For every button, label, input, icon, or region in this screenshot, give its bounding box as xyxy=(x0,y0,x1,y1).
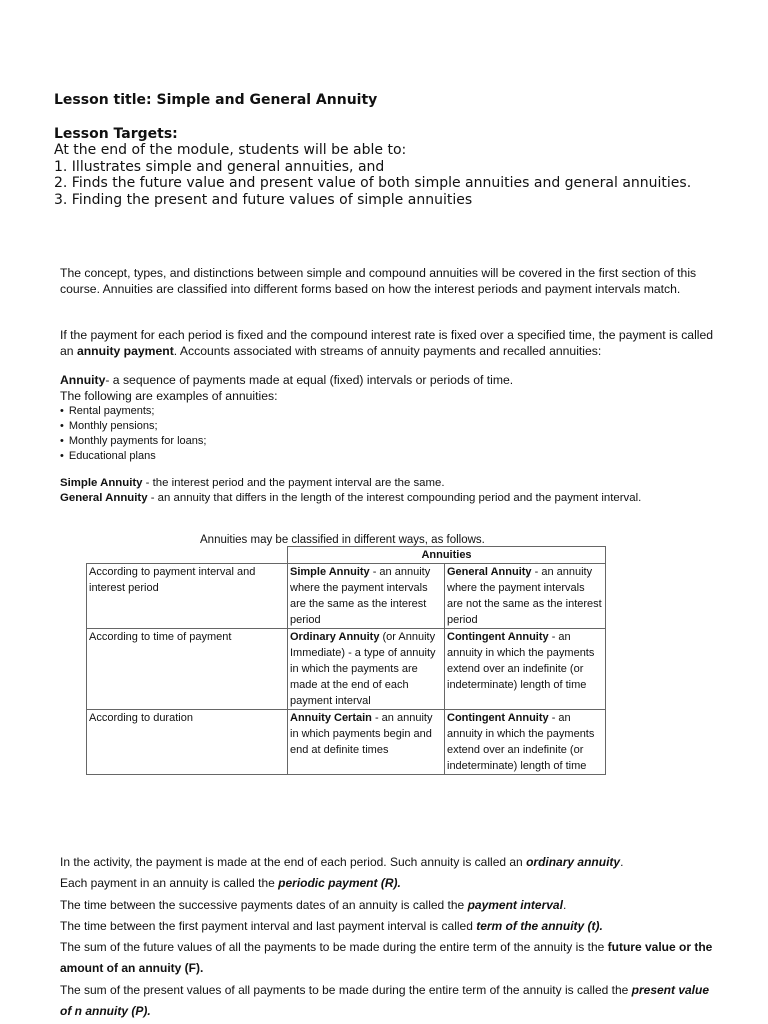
line-text: The time between the successive payments dates of an annuity is called the xyxy=(60,897,468,912)
lesson-target-3: 3. Finding the present and future values of simple annuities xyxy=(54,191,473,208)
table-row xyxy=(87,629,606,710)
list-item: • Rental payments; xyxy=(60,404,716,419)
term-of-annuity-term: term of the annuity (t). xyxy=(476,918,603,933)
annuity-classification-table xyxy=(86,546,606,775)
annuity-definition-text: - a sequence of payments made at equal (fixed) intervals or periods of time. xyxy=(105,373,514,387)
line-text: Each payment in an annuity is called the xyxy=(60,876,279,891)
simple-annuity-term: Simple Annuity xyxy=(60,477,143,489)
line-text: . xyxy=(620,855,624,869)
list-item: • Monthly payments for loans; xyxy=(60,434,716,449)
annuity-types xyxy=(60,476,716,506)
intro-paragraph-1 xyxy=(60,266,716,297)
cell-term: Annuity Certain xyxy=(290,712,372,724)
general-annuity-term: General Annuity xyxy=(60,492,148,504)
periodic-payment-line xyxy=(60,873,720,894)
line-text: The sum of the future values of all the payments to be made during the entire term of the annuity is the xyxy=(60,940,608,955)
table-caption: Annuities may be classified in different ways, as follows. xyxy=(200,534,485,546)
present-value-term: present value of n annuity (P). xyxy=(60,982,710,1019)
table-row xyxy=(87,564,606,629)
ordinary-annuity-line xyxy=(60,852,720,873)
annuity-definition-line xyxy=(60,373,716,389)
cell-def: - an annuity where the payment intervals are the same as the interest period xyxy=(290,566,431,626)
table-cell xyxy=(445,629,606,710)
annuity-payment-term: annuity payment xyxy=(76,343,174,358)
intro-text-2 xyxy=(60,328,716,359)
payment-interval-term: payment interval xyxy=(467,897,563,912)
table-header-annuities: Annuities xyxy=(288,547,606,564)
intro-paragraph-2 xyxy=(60,328,716,359)
simple-annuity-def: - the interest period and the payment interval are the same. xyxy=(142,477,445,489)
annuity-definition xyxy=(60,373,716,464)
table-cell xyxy=(288,564,445,629)
lesson-title: Lesson title: Simple and General Annuity xyxy=(54,92,378,108)
annuity-term: Annuity xyxy=(60,373,106,387)
present-value-line xyxy=(60,980,720,1023)
cell-def: (or Annuity Immediate) - a type of annuity in which the payments are made at the end of each payment interval xyxy=(290,631,436,707)
intro-text-1: The concept, types, and distinctions between simple and compound annuities will be covered in the first section of this course. Annuities are classified into different forms based on how the interest periods and payment intervals match. xyxy=(60,266,697,296)
lesson-targets-intro: At the end of the module, students will be able to: xyxy=(54,142,407,158)
table-cell-criterion: According to payment interval and interest period xyxy=(87,564,288,629)
ordinary-annuity-term: ordinary annuity xyxy=(526,855,621,869)
cell-term: Ordinary Annuity xyxy=(290,631,380,643)
future-value-term: future value or the amount of an annuity (F). xyxy=(60,940,713,976)
intro-text-2-pre: If the payment for each period is fixed and the compound interest rate is fixed over a specified time, the payment is called an xyxy=(60,328,714,358)
line-text: . xyxy=(562,897,567,912)
table-cell-criterion: According to duration xyxy=(87,710,288,775)
term-of-annuity-line xyxy=(60,916,720,937)
examples-list xyxy=(60,404,716,464)
lesson-target-2: 2. Finds the future value and present value of both simple annuities and general annuities. xyxy=(54,175,692,191)
table-cell xyxy=(288,629,445,710)
table-header-row xyxy=(87,547,606,564)
table-cell-criterion: According to time of payment xyxy=(87,629,288,710)
cell-def: - an annuity in which the payments extend over an indefinite (or indeterminate) length of time xyxy=(447,712,595,772)
annuity-terms-section xyxy=(60,852,720,1022)
cell-term: Simple Annuity xyxy=(290,566,370,578)
general-annuity-line xyxy=(60,491,716,506)
table-cell xyxy=(445,710,606,775)
line-text: In the activity, the payment is made at the end of each period. Such annuity is called an xyxy=(60,855,527,869)
cell-term: Contingent Annuity xyxy=(447,631,549,643)
cell-def: - an annuity in which payments begin and end at definite times xyxy=(290,712,433,756)
general-annuity-def: - an annuity that differs in the length of the interest compounding period and the payment interval. xyxy=(147,492,642,504)
line-text: The time between the first payment interval and last payment interval is called xyxy=(60,918,477,933)
cell-def: - an annuity in which the payments extend over an indefinite (or indeterminate) length of time xyxy=(447,631,595,691)
line-text: The sum of the present values of all payments to be made during the entire term of the annuity is called the xyxy=(60,982,632,997)
table-corner xyxy=(87,547,288,564)
lesson-target-1: 1. Illustrates simple and general annuities, and xyxy=(54,158,385,175)
table-cell xyxy=(445,564,606,629)
lesson-targets-heading: Lesson Targets: xyxy=(54,125,178,142)
list-item: • Monthly pensions; xyxy=(60,419,716,434)
intro-text-2-post: . Accounts associated with streams of annuity payments and recalled annuities: xyxy=(173,343,602,358)
table-row xyxy=(87,710,606,775)
cell-term: Contingent Annuity xyxy=(447,712,549,724)
lesson-header xyxy=(54,92,734,208)
examples-intro: The following are examples of annuities: xyxy=(60,388,278,403)
payment-interval-line xyxy=(60,895,720,916)
cell-term: General Annuity xyxy=(447,566,532,578)
periodic-payment-term: periodic payment (R). xyxy=(278,876,401,891)
list-item: • Educational plans xyxy=(60,449,716,464)
future-value-line xyxy=(60,937,720,980)
simple-annuity-line xyxy=(60,476,716,491)
table-cell xyxy=(288,710,445,775)
cell-def: - an annuity where the payment intervals are not the same as the interest period xyxy=(447,566,602,626)
